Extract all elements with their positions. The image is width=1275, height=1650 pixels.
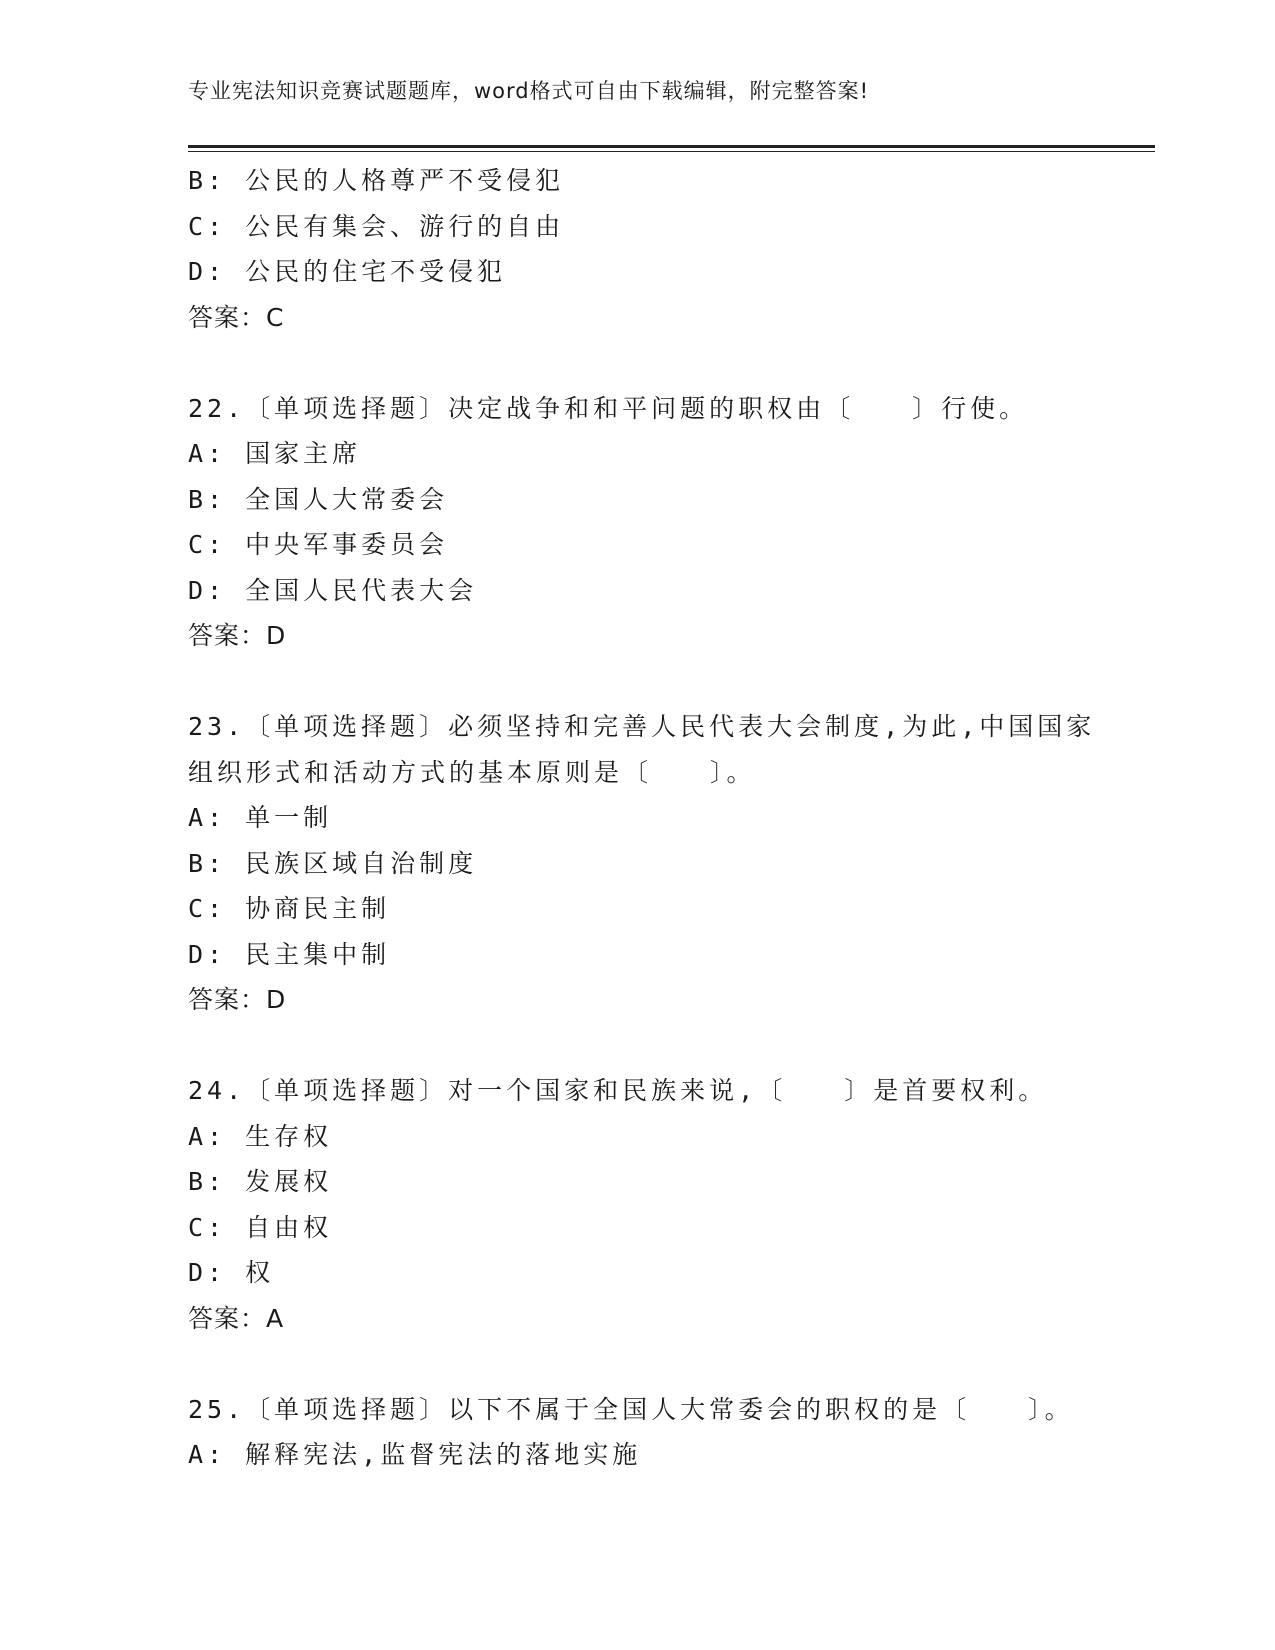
- question-stem: 23.〔单项选择题〕必须坚持和完善人民代表大会制度,为此,中国国家: [188, 712, 1096, 741]
- header-rule-thin: [188, 151, 1155, 152]
- option: B: 全国人大常委会: [188, 484, 449, 514]
- spacer: [188, 1023, 1088, 1069]
- option: D: 权: [188, 1258, 275, 1287]
- page-header: 专业宪法知识竞赛试题题库，word格式可自由下载编辑，附完整答案!: [188, 79, 870, 103]
- header-rule-thick: [188, 145, 1155, 148]
- answer-line: 答案：C: [188, 302, 285, 332]
- spacer: [188, 659, 1088, 705]
- answer-line: 答案：D: [188, 985, 287, 1014]
- option: A: 生存权: [188, 1121, 333, 1151]
- question-24: [188, 1068, 1088, 1341]
- spacer: [188, 1341, 1088, 1387]
- option: B: 公民的人格尊严不受侵犯: [188, 166, 565, 195]
- option: D: 公民的住宅不受侵犯: [188, 257, 507, 286]
- option: C: 自由权: [188, 1212, 333, 1242]
- option: D: 全国人民代表大会: [188, 575, 478, 605]
- question-25: [188, 1387, 1088, 1478]
- question-content: [188, 158, 1096, 1478]
- question-stem: 22.〔单项选择题〕决定战争和和平问题的职权由〔 〕行使。: [188, 393, 1029, 423]
- spacer: [188, 340, 1088, 386]
- option: A: 单一制: [188, 803, 333, 832]
- option: A: 国家主席: [188, 439, 362, 468]
- question-23: [188, 704, 1096, 1023]
- option: B: 发展权: [188, 1167, 333, 1196]
- question-stem: 24.〔单项选择题〕对一个国家和民族来说,〔 〕是首要权利。: [188, 1076, 1048, 1105]
- answer-line: 答案：A: [188, 1303, 285, 1333]
- option: C: 协商民主制: [188, 894, 391, 923]
- option: C: 公民有集会、游行的自由: [188, 211, 565, 241]
- answer-line: 答案：D: [188, 621, 287, 650]
- question-stem: 组织形式和活动方式的基本原则是〔 〕。: [188, 757, 756, 787]
- option: A: 解释宪法,监督宪法的落地实施: [188, 1440, 642, 1469]
- question-22: [188, 386, 1088, 659]
- option: C: 中央军事委员会: [188, 530, 449, 559]
- question-stem: 25.〔单项选择题〕以下不属于全国人大常委会的职权的是〔 〕。: [188, 1394, 1074, 1424]
- option: B: 民族区域自治制度: [188, 848, 478, 878]
- option: D: 民主集中制: [188, 939, 391, 969]
- partial-question: [188, 158, 1088, 340]
